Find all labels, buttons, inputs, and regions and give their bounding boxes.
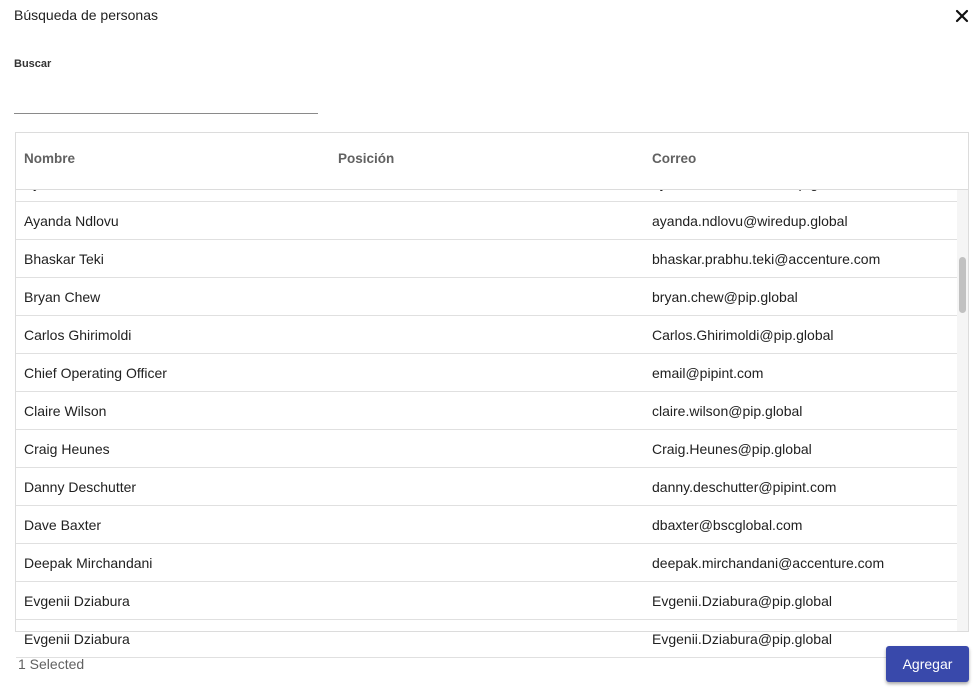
table-row[interactable] — [16, 202, 957, 240]
table-scrollbar[interactable] — [957, 189, 968, 631]
cell-name: Evgenii Dziabura — [24, 631, 130, 647]
table-header — [16, 133, 968, 190]
table-row[interactable] — [16, 582, 957, 620]
cell-email: ayanda.ndlovu@wiredup.global — [652, 213, 848, 229]
table-row[interactable] — [16, 278, 957, 316]
people-table — [15, 132, 969, 647]
table-row[interactable] — [16, 392, 957, 430]
close-button[interactable] — [952, 6, 972, 26]
cell-name: Evgenii Dziabura — [24, 593, 130, 609]
cell-email: email@pipint.com — [652, 365, 764, 381]
cell-name: Claire Wilson — [24, 403, 107, 419]
cell-email: danny.deschutter@pipint.com — [652, 479, 837, 495]
cell-name: Danny Deschutter — [24, 479, 137, 495]
cell-email: Carlos.Ghirimoldi@pip.global — [652, 327, 834, 343]
cell-name: Carlos Ghirimoldi — [24, 327, 132, 343]
table-row[interactable] — [16, 430, 957, 468]
cell-name: Bryan Chew — [24, 289, 101, 305]
column-header-email[interactable]: Correo — [652, 151, 697, 166]
scrollbar-thumb[interactable] — [959, 257, 966, 313]
cell-name: Chief Operating Officer — [24, 365, 167, 381]
cell-email: bryan.chew@pip.global — [652, 289, 798, 305]
table-row[interactable] — [16, 620, 957, 658]
cell-name: Ayanda Ndlovu — [24, 213, 119, 229]
cell-email: deepak.mirchandani@accenture.com — [652, 555, 885, 571]
table-row[interactable] — [16, 240, 957, 278]
cell-email: claire.wilson@pip.global — [652, 403, 803, 419]
cell-name: Bhaskar Teki — [24, 251, 104, 267]
table-row[interactable] — [16, 354, 957, 392]
search-input[interactable] — [14, 86, 318, 114]
add-button[interactable]: Agregar — [886, 646, 969, 682]
cell-email: Evgenii.Dziabura@pip.global — [652, 631, 832, 647]
column-header-position[interactable]: Posición — [338, 151, 395, 166]
cell-email: Evgenii.Dziabura@pip.global — [652, 593, 832, 609]
table-row[interactable] — [16, 544, 957, 582]
cell-email: bhaskar.prabhu.teki@accenture.com — [652, 251, 881, 267]
close-icon — [952, 6, 972, 26]
table-row[interactable] — [16, 468, 957, 506]
search-label: Buscar — [14, 58, 52, 70]
table-body — [16, 189, 957, 647]
table-row[interactable] — [16, 316, 957, 354]
cell-name: Deepak Mirchandani — [24, 555, 153, 571]
table-row[interactable] — [16, 506, 957, 544]
dialog-title: Búsqueda de personas — [14, 7, 158, 23]
selected-count: 1 Selected — [18, 656, 85, 672]
column-header-name[interactable]: Nombre — [24, 151, 76, 166]
cell-name: Dave Baxter — [24, 517, 102, 533]
cell-name: Craig Heunes — [24, 441, 110, 457]
cell-email: dbaxter@bscglobal.com — [652, 517, 803, 533]
cell-email: Craig.Heunes@pip.global — [652, 441, 812, 457]
